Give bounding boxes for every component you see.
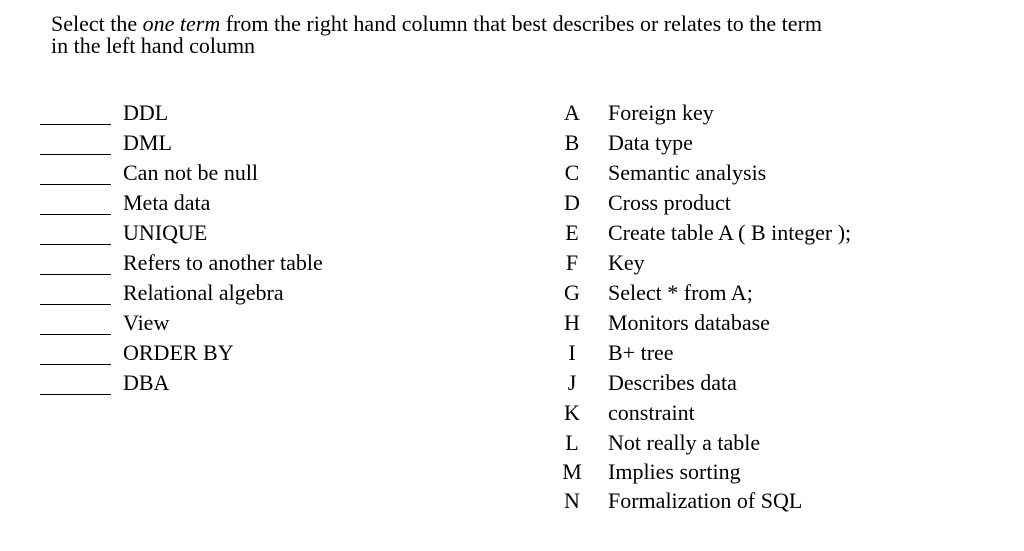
option-letter: J	[567, 370, 577, 395]
option-text: Cross product	[608, 190, 731, 215]
option-text: Select * from A;	[608, 280, 753, 305]
option-text: B+ tree	[608, 340, 674, 365]
option-letter: E	[565, 220, 579, 245]
instructions-line-2: in the left hand column	[51, 33, 256, 58]
option-letter: I	[568, 340, 576, 365]
left-term: Can not be null	[123, 160, 259, 185]
left-term: Meta data	[123, 190, 211, 215]
option-letter: L	[565, 430, 579, 455]
instructions	[51, 13, 951, 57]
option-text: Foreign key	[608, 100, 714, 125]
answer-blank[interactable]	[40, 244, 111, 245]
option-text: Semantic analysis	[608, 160, 767, 185]
instructions-line-1	[51, 13, 951, 35]
instructions-emphasis: one term	[142, 11, 221, 36]
option-letter: M	[562, 459, 582, 484]
option-text: Create table A ( B integer );	[608, 220, 852, 245]
left-term: Relational algebra	[123, 280, 284, 305]
answer-blank[interactable]	[40, 334, 111, 335]
option-text: Formalization of SQL	[608, 488, 803, 513]
option-letter: F	[565, 250, 579, 275]
option-text: Monitors database	[608, 310, 770, 335]
instructions-text-end: from the right hand column that best describes or relates to the term	[220, 11, 823, 36]
answer-blank[interactable]	[40, 154, 111, 155]
left-term: DDL	[123, 100, 169, 125]
left-term: ORDER BY	[123, 340, 234, 365]
option-letter: D	[564, 190, 580, 215]
answer-blank[interactable]	[40, 124, 111, 125]
left-term: DBA	[123, 370, 170, 395]
option-text: Data type	[608, 130, 693, 155]
option-letter: B	[564, 130, 580, 155]
option-text: constraint	[608, 400, 695, 425]
answer-blank[interactable]	[40, 214, 111, 215]
option-letter: N	[564, 488, 580, 513]
instructions-text-start: Select the	[51, 11, 143, 36]
left-term: UNIQUE	[123, 220, 208, 245]
left-term: DML	[123, 130, 172, 155]
option-text: Not really a table	[608, 430, 761, 455]
option-letter: H	[564, 310, 580, 335]
left-term: View	[123, 310, 170, 335]
answer-blank[interactable]	[40, 364, 111, 365]
option-text: Implies sorting	[608, 459, 741, 484]
left-term: Refers to another table	[123, 250, 323, 275]
answer-blank[interactable]	[40, 394, 111, 395]
option-letter: C	[564, 160, 580, 185]
option-letter: A	[564, 100, 580, 125]
option-letter: G	[564, 280, 580, 305]
answer-blank[interactable]	[40, 304, 111, 305]
option-text: Key	[608, 250, 645, 275]
answer-blank[interactable]	[40, 274, 111, 275]
option-text: Describes data	[608, 370, 737, 395]
option-letter: K	[564, 400, 580, 425]
answer-blank[interactable]	[40, 184, 111, 185]
